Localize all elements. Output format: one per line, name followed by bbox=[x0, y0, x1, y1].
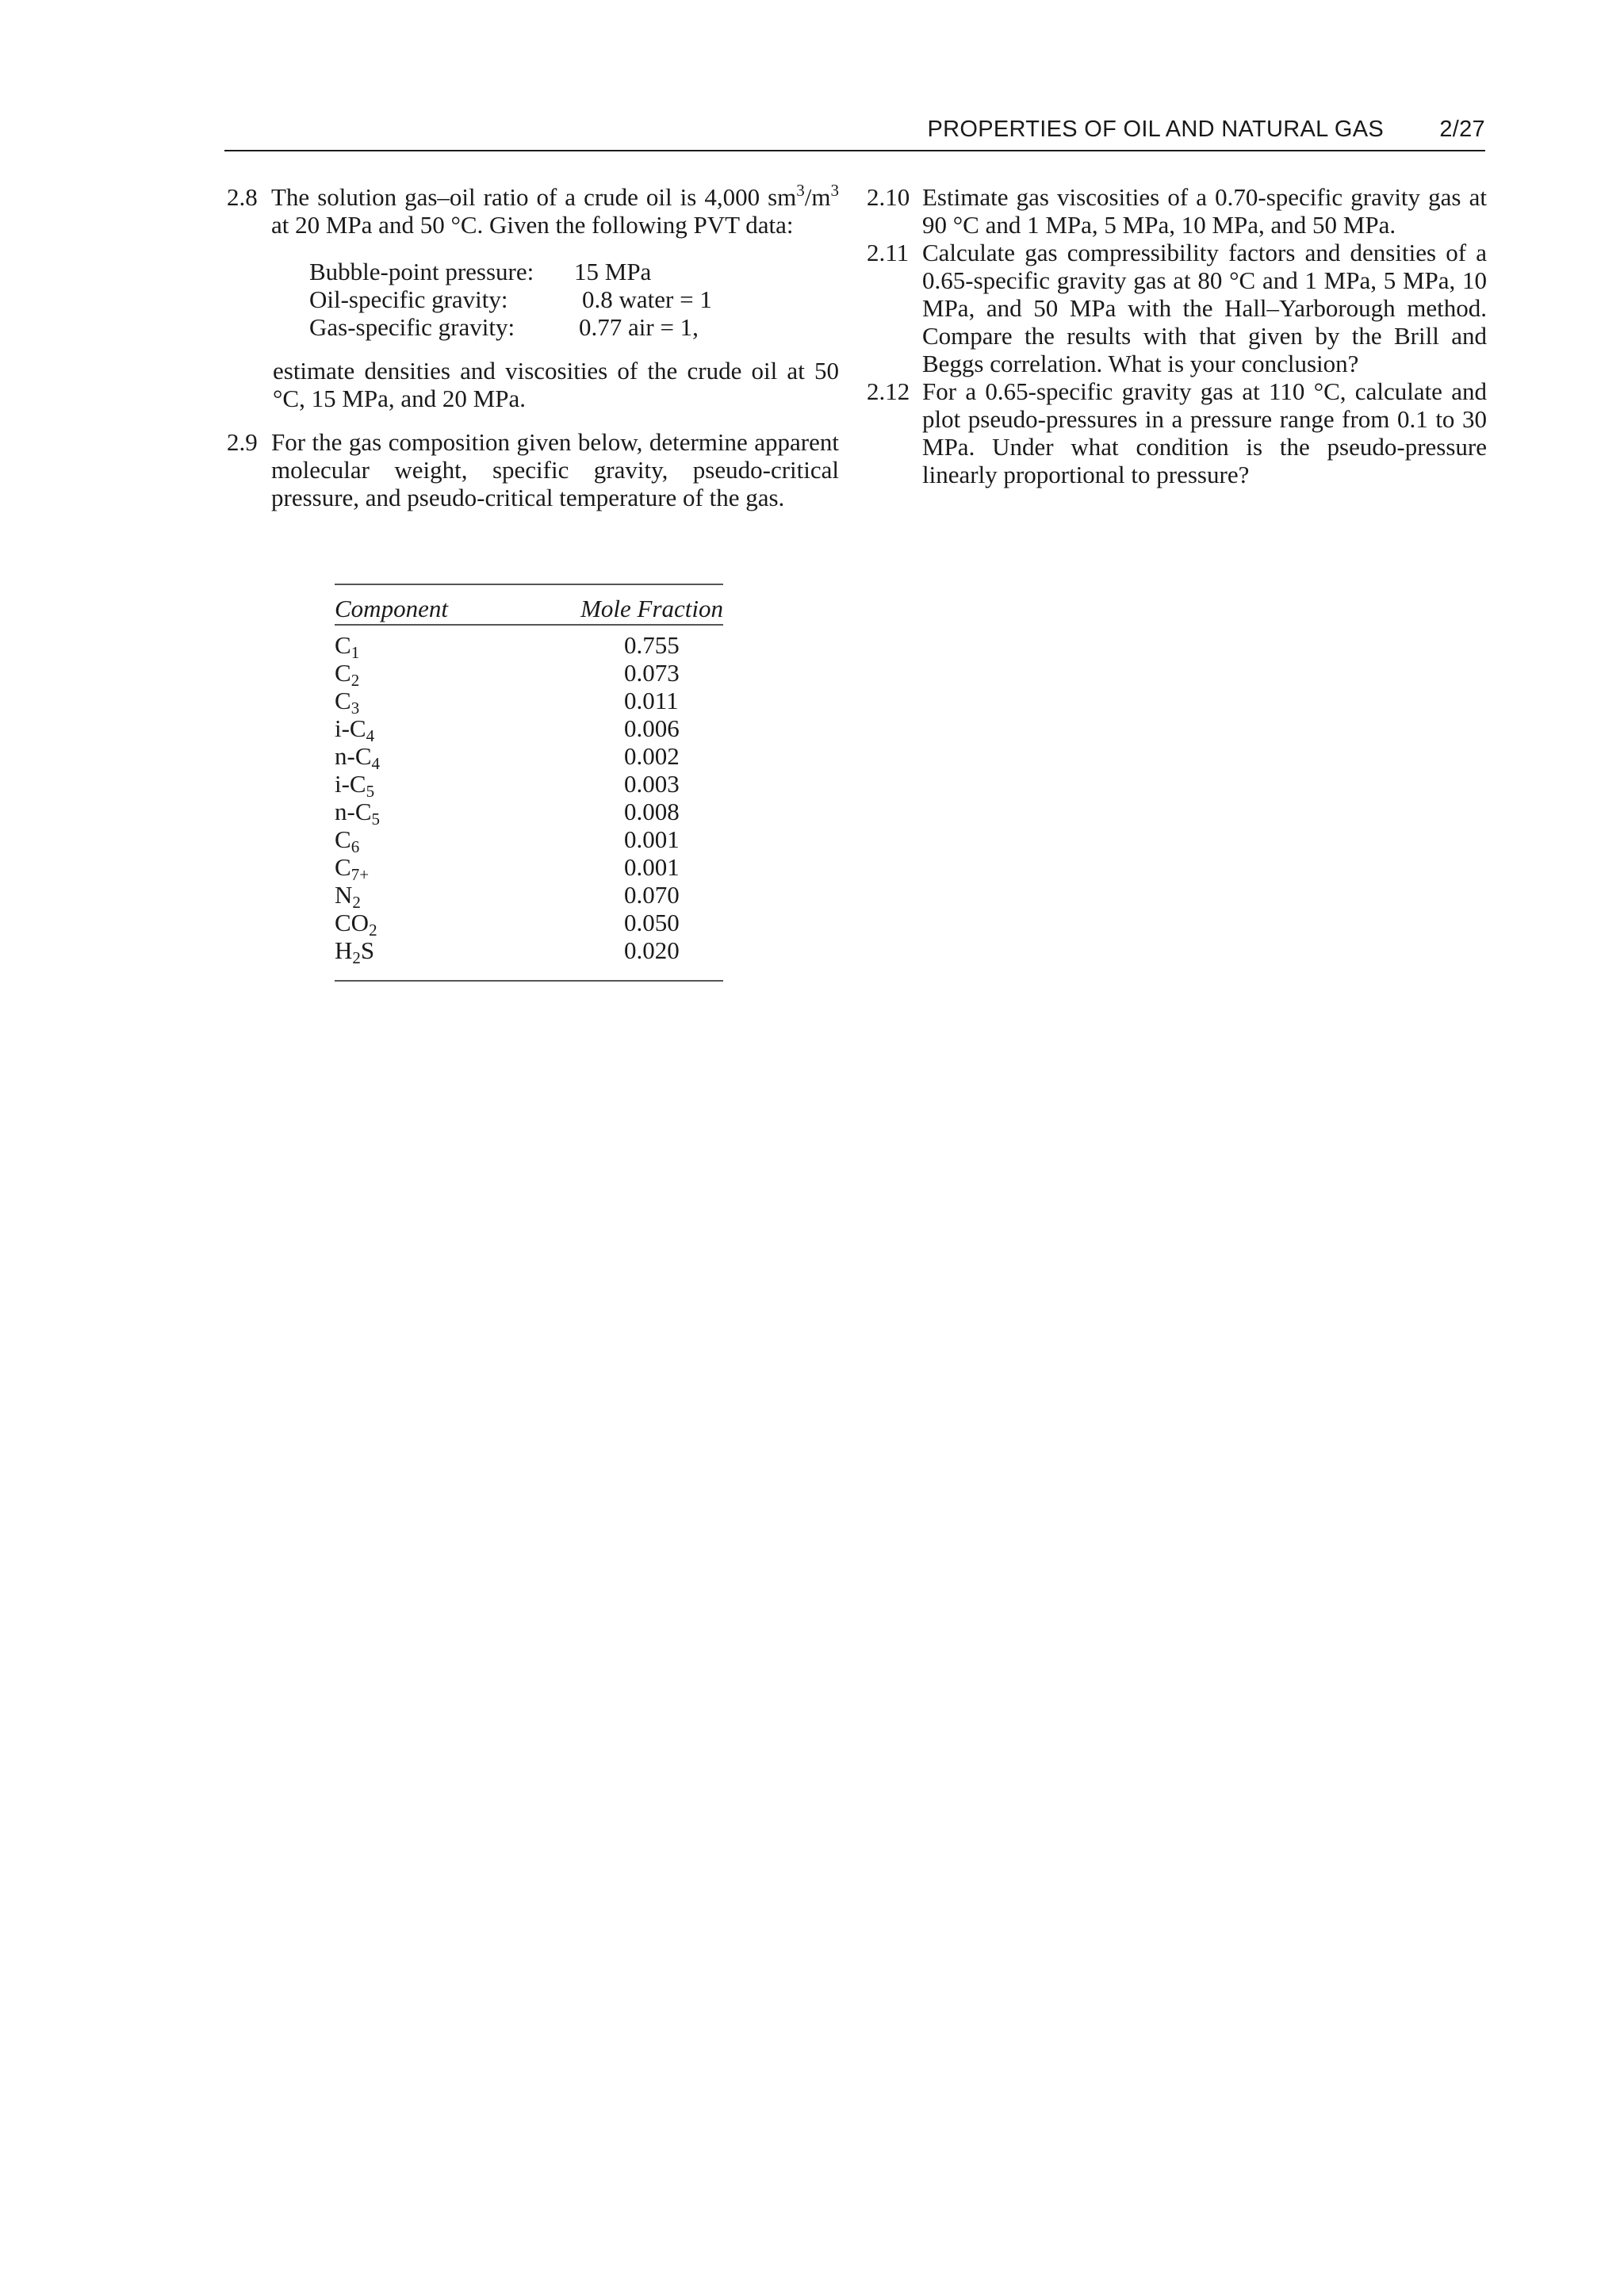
running-header bbox=[224, 112, 1485, 151]
right-column bbox=[867, 183, 1487, 488]
table-row bbox=[335, 742, 723, 773]
problem-text: For the gas composition given below, determine apparent molecular weight, specific gravity, pseudo-critical pressure, and pseudo-critical temperature of the gas. bbox=[271, 428, 839, 511]
component-name: $C_{7+}$ bbox=[335, 853, 370, 884]
mole-fraction: 0.002 bbox=[624, 742, 680, 770]
table-row bbox=[335, 714, 723, 745]
pvt-row: Bubble-point pressure: 15 MPa bbox=[309, 258, 652, 285]
mole-fraction: 0.003 bbox=[624, 770, 680, 798]
problem-continuation: estimate densities and viscosities of the crude oil at 50 °C, 15 MPa, and 20 MPa. bbox=[273, 357, 839, 412]
component-name: $CO_2$ bbox=[335, 909, 377, 940]
table-row bbox=[335, 659, 723, 690]
table-row bbox=[335, 687, 723, 718]
component-name: $C_6$ bbox=[335, 825, 360, 856]
mole-fraction: 0.755 bbox=[624, 631, 680, 659]
mole-fraction: 0.050 bbox=[624, 909, 680, 936]
problem-2-11 bbox=[867, 239, 1487, 377]
table-row bbox=[335, 798, 723, 829]
component-name: $n-C_5$ bbox=[335, 798, 380, 829]
component-name: $i-C_4$ bbox=[335, 714, 375, 745]
problem-text: Calculate gas compressibility factors and densities of a 0.65-specific gravity gas at 80 °C and 1 MPa, 5 MPa, 10 MPa, and 50 MPa with the Hall–Yarborough method. Compare the results with that given by the Brill and Beggs correlation. What is your conclusion? bbox=[922, 239, 1487, 377]
pvt-data bbox=[309, 258, 839, 341]
table-row bbox=[335, 909, 723, 940]
component-name: $H_2S$ bbox=[335, 936, 375, 967]
mole-fraction: 0.070 bbox=[624, 881, 680, 909]
problem-text: Estimate gas viscosities of a 0.70-specific gravity gas at 90 °C and 1 MPa, 5 MPa, 10 MPa, and 50 MPa. bbox=[922, 183, 1487, 239]
problem-number: 2.8 bbox=[227, 183, 258, 211]
mole-fraction: 0.001 bbox=[624, 825, 680, 853]
component-name: $C_2$ bbox=[335, 659, 360, 690]
problem-2-12 bbox=[867, 377, 1487, 488]
table-row bbox=[335, 825, 723, 856]
component-name: $C_1$ bbox=[335, 631, 360, 662]
problem-2-9 bbox=[227, 428, 839, 511]
component-name: $C_3$ bbox=[335, 687, 360, 718]
problem-2-8 bbox=[227, 183, 839, 412]
header-mole-fraction: Mole Fraction bbox=[580, 595, 723, 622]
composition-table bbox=[335, 584, 723, 982]
header-title: PROPERTIES OF OIL AND NATURAL GAS bbox=[927, 117, 1384, 142]
component-name: $N_2$ bbox=[335, 881, 361, 912]
problem-2-10 bbox=[867, 183, 1487, 239]
table-body bbox=[335, 626, 723, 980]
problem-text: The solution gas–oil ratio of a crude oil is 4,000 $sm^3/m^3$ at 20 MPa and 50 °C. Given the following PVT data: bbox=[271, 181, 839, 239]
pvt-row: Gas-specific gravity: 0.77 air = 1, bbox=[309, 313, 699, 341]
left-column bbox=[227, 183, 839, 511]
table-row bbox=[335, 881, 723, 912]
table-row bbox=[335, 770, 723, 801]
problem-number: 2.10 bbox=[867, 183, 910, 211]
table-row bbox=[335, 853, 723, 884]
header-component: Component bbox=[335, 595, 448, 622]
pvt-row: Oil-specific gravity: 0.8 water = 1 bbox=[309, 285, 712, 313]
table-row bbox=[335, 631, 723, 662]
table-row bbox=[335, 936, 723, 967]
mole-fraction: 0.073 bbox=[624, 659, 680, 687]
component-name: $n-C_4$ bbox=[335, 742, 380, 773]
mole-fraction: 0.006 bbox=[624, 714, 680, 742]
mole-fraction: 0.020 bbox=[624, 936, 680, 964]
problem-number: 2.9 bbox=[227, 428, 258, 456]
mole-fraction: 0.011 bbox=[624, 687, 679, 714]
mole-fraction: 0.008 bbox=[624, 798, 680, 825]
table-header bbox=[335, 585, 723, 626]
component-name: $i-C_5$ bbox=[335, 770, 375, 801]
problem-number: 2.11 bbox=[867, 239, 910, 266]
mole-fraction: 0.001 bbox=[624, 853, 680, 881]
problem-number: 2.12 bbox=[867, 377, 910, 405]
problem-text: For a 0.65-specific gravity gas at 110 °C, calculate and plot pseudo-pressures in a pressure range from 0.1 to 30 MPa. Under what condition is the pseudo-pressure linearly proportional to pressure? bbox=[922, 377, 1487, 488]
page-number: 2/27 bbox=[1439, 117, 1485, 142]
